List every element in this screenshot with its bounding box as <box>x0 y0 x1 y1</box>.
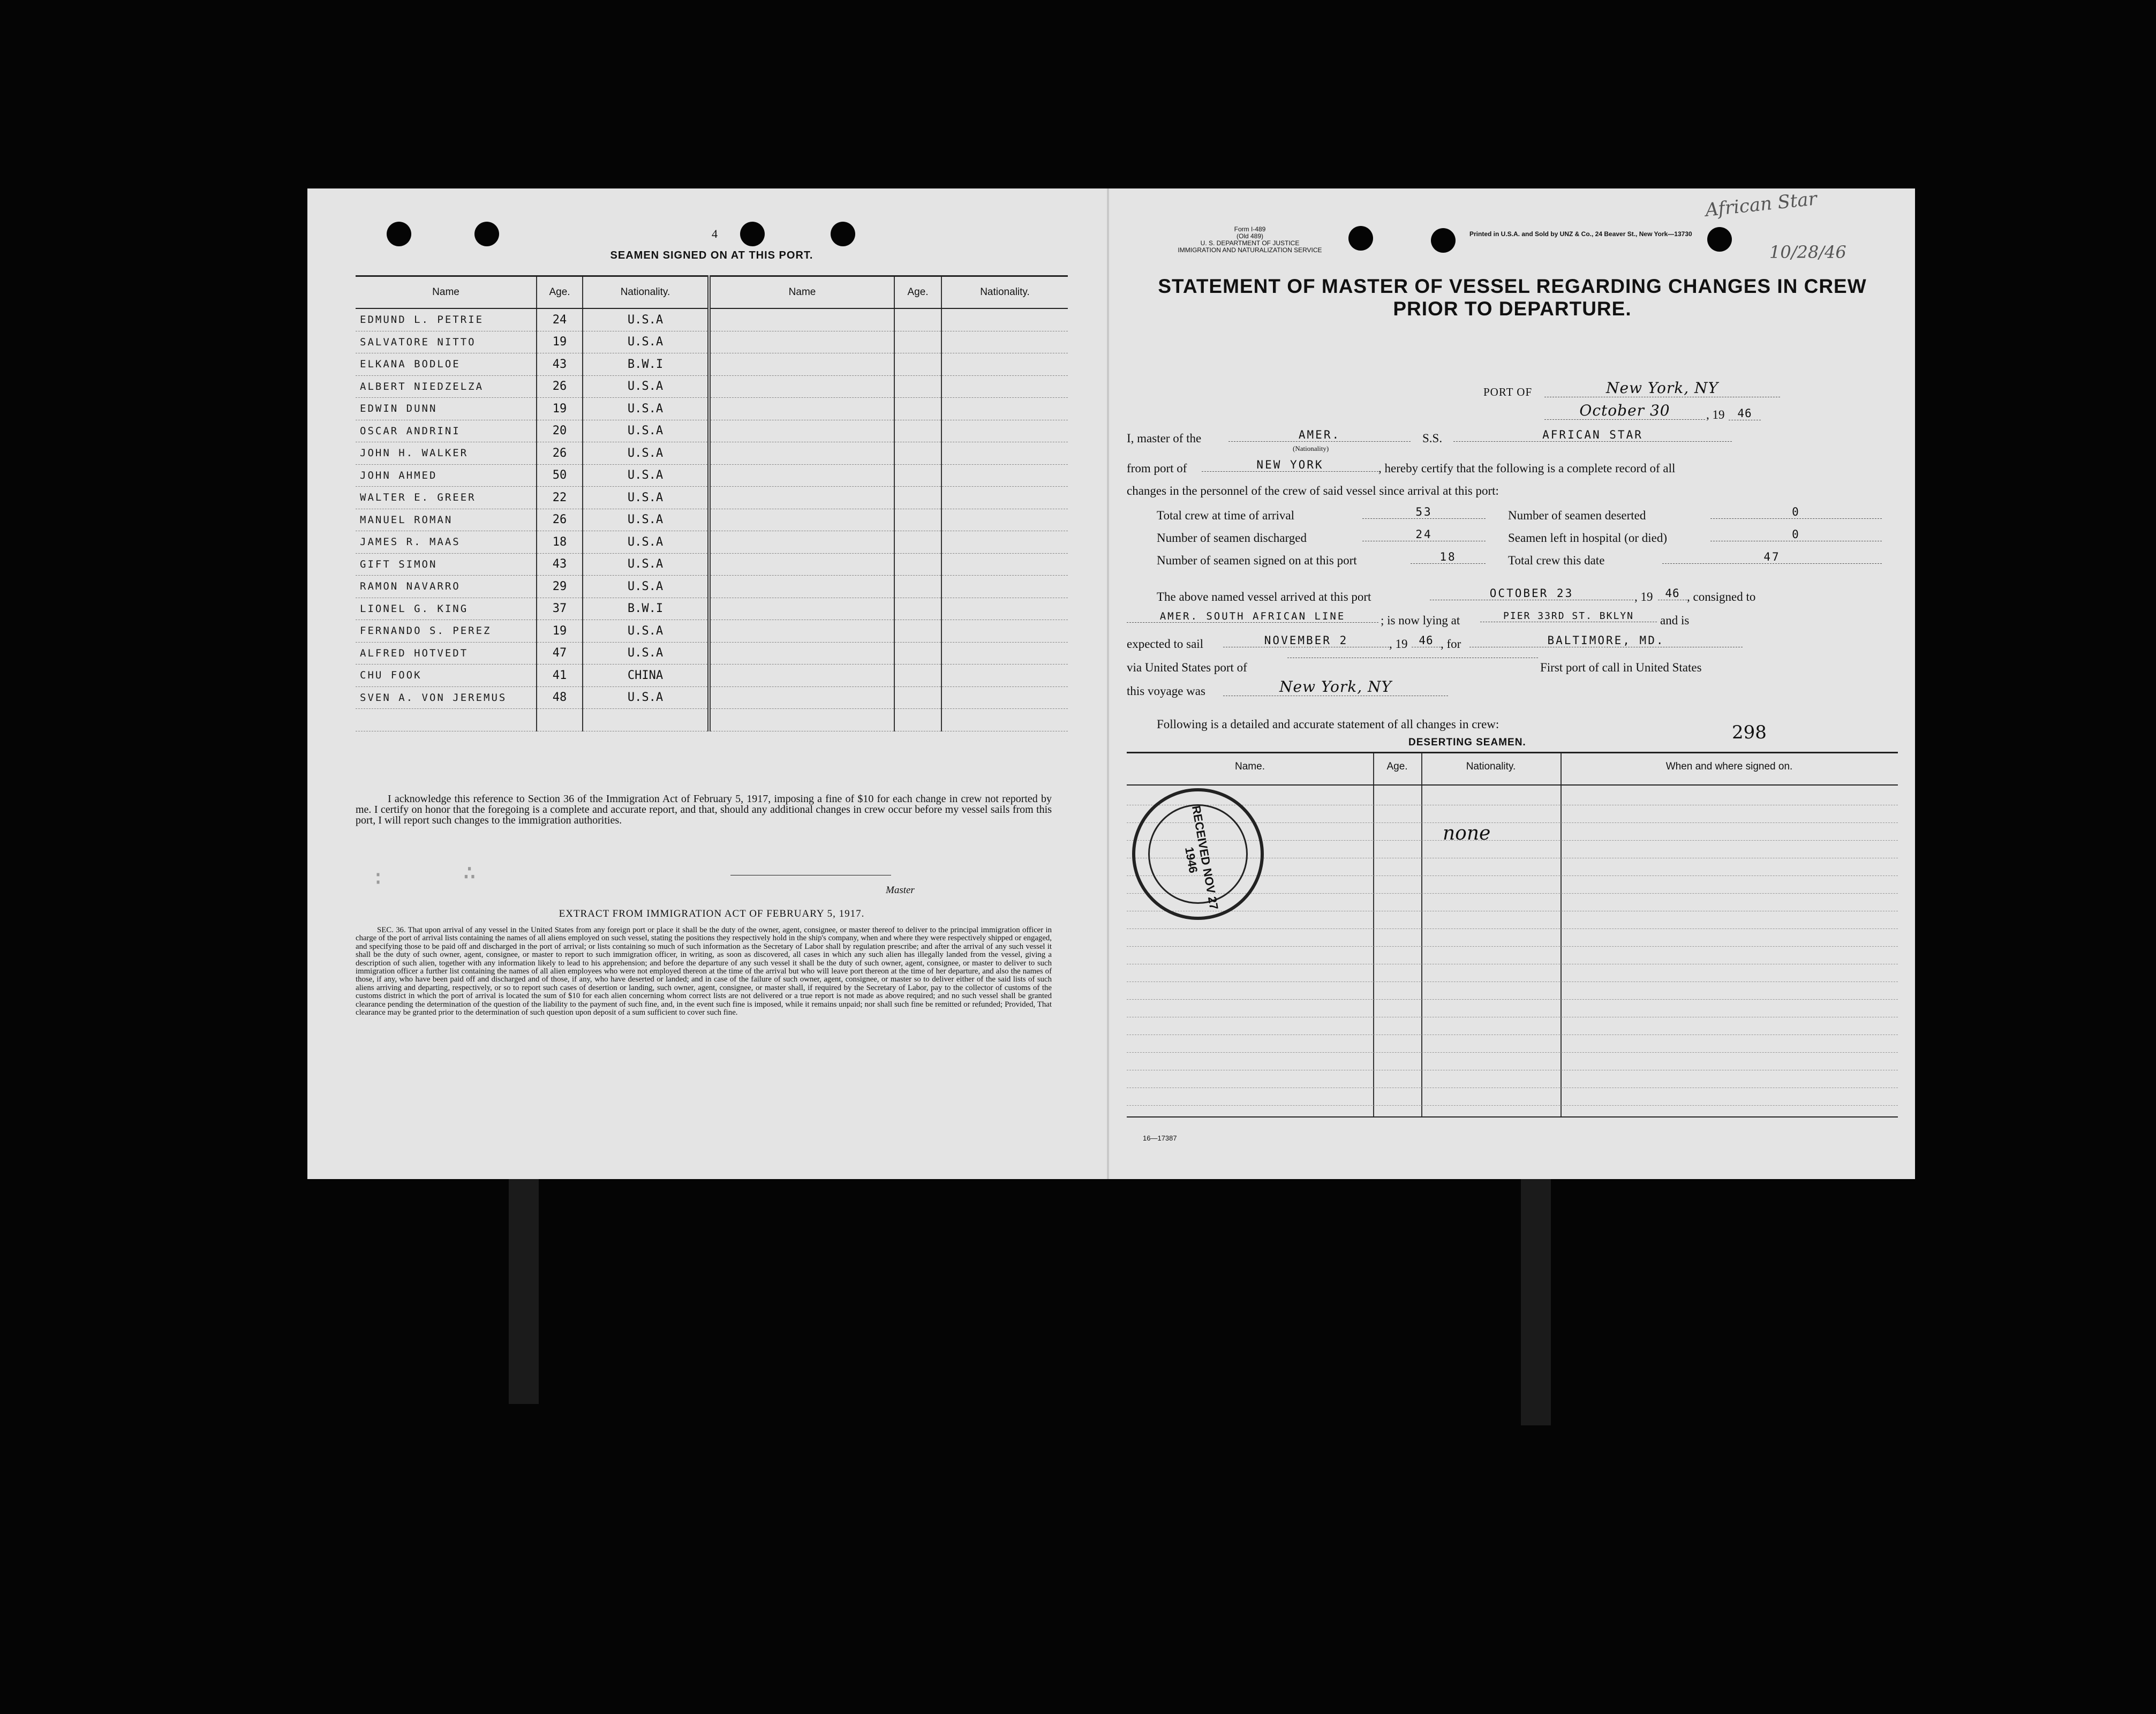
seaman-nationality: CHINA <box>583 665 709 687</box>
column-divider <box>1373 753 1374 1118</box>
empty-name-cell <box>709 620 894 643</box>
empty-name-cell <box>709 308 894 331</box>
empty-nationality-cell <box>941 442 1068 465</box>
seaman-name: ALBERT NIEDZELZA <box>356 375 537 398</box>
empty-nationality-cell <box>941 665 1068 687</box>
seaman-age: 24 <box>537 308 583 331</box>
lying-label: ; is now lying at <box>1381 614 1460 627</box>
total-crew-date-value: 47 <box>1662 550 1882 564</box>
seaman-name: JOHN AHMED <box>356 464 537 487</box>
table-header-row <box>356 276 1068 309</box>
empty-age-cell <box>894 620 941 643</box>
empty-age-cell <box>894 709 941 731</box>
seaman-nationality: U.S.A <box>583 398 709 420</box>
empty-age-cell <box>894 553 941 576</box>
table-row <box>356 686 1068 709</box>
first-port-label: First port of call in United States <box>1540 661 1702 674</box>
column-header-age: Age. <box>1386 761 1408 772</box>
seaman-name: ALFRED HOTVEDT <box>356 642 537 665</box>
seaman-name: WALTER E. GREER <box>356 487 537 509</box>
voyage-label: this voyage was <box>1127 684 1205 698</box>
seaman-age: 29 <box>537 576 583 598</box>
column-header-when-where: When and where signed on. <box>1665 761 1793 772</box>
empty-nationality-cell <box>941 620 1068 643</box>
seaman-nationality: U.S.A <box>583 420 709 442</box>
seaman-name: ELKANA BODLOE <box>356 353 537 376</box>
left-page <box>356 188 1068 1179</box>
seaman-nationality: U.S.A <box>583 553 709 576</box>
seamen-signed-on-table <box>356 275 1068 731</box>
seaman-nationality: U.S.A <box>583 308 709 331</box>
handwritten-date-note: 10/28/46 <box>1769 242 1846 262</box>
hospital-value: 0 <box>1710 528 1882 541</box>
nationality-sublabel: (Nationality) <box>1293 444 1329 452</box>
column-header-nationality: Nationality. <box>941 276 1068 309</box>
nationality-value: AMER. <box>1228 428 1411 442</box>
table-row <box>356 509 1068 531</box>
seaman-age: 19 <box>537 331 583 353</box>
pencil-mark: ∶ <box>372 866 385 890</box>
extract-title: EXTRACT FROM IMMIGRATION ACT OF FEBRUARY 5, 1917. <box>559 908 865 919</box>
empty-nationality-cell <box>941 686 1068 709</box>
seaman-name: SALVATORE NITTO <box>356 331 537 353</box>
seaman-age: 37 <box>537 598 583 620</box>
seaman-nationality: U.S.A <box>583 531 709 554</box>
deserted-value: 0 <box>1710 505 1882 519</box>
consigned-label: , consigned to <box>1687 590 1756 603</box>
seaman-nationality: U.S.A <box>583 686 709 709</box>
seaman-age: 48 <box>537 686 583 709</box>
empty-age-cell <box>894 665 941 687</box>
seaman-age: 19 <box>537 620 583 643</box>
deserted-label: Number of seamen deserted <box>1508 509 1646 522</box>
column-divider <box>1561 753 1562 1118</box>
received-stamp <box>1132 788 1264 920</box>
empty-age-cell <box>894 487 941 509</box>
empty-name-cell <box>709 531 894 554</box>
seaman-nationality: U.S.A <box>583 642 709 665</box>
table-row <box>356 709 1068 731</box>
background-strip <box>1521 1179 1551 1425</box>
empty-nationality-cell <box>941 308 1068 331</box>
column-divider <box>1421 753 1422 1118</box>
seaman-age: 47 <box>537 642 583 665</box>
empty-nationality-cell <box>941 598 1068 620</box>
empty-age-cell <box>894 331 941 353</box>
table-row <box>356 487 1068 509</box>
empty-age-cell <box>894 642 941 665</box>
year-value: 46 <box>1729 407 1761 420</box>
empty-nationality-cell <box>941 642 1068 665</box>
date-value: October 30 <box>1544 402 1705 420</box>
ss-label: S.S. <box>1422 432 1443 445</box>
seaman-age: 26 <box>537 509 583 531</box>
table-row <box>356 398 1068 420</box>
arrived-year: 46 <box>1658 587 1687 600</box>
table-row <box>356 420 1068 442</box>
form-number: Form I-489 <box>1234 225 1266 233</box>
from-port-label: from port of <box>1127 462 1187 475</box>
port-value: New York, NY <box>1544 379 1780 397</box>
hospital-label: Seamen left in hospital (or died) <box>1508 531 1668 545</box>
seaman-age: 22 <box>537 487 583 509</box>
seaman-name: LIONEL G. KING <box>356 598 537 620</box>
right-page <box>1127 188 1898 1179</box>
empty-name-cell <box>709 576 894 598</box>
page-fold <box>1107 188 1109 1179</box>
department-name: U. S. DEPARTMENT OF JUSTICE <box>1200 239 1300 247</box>
seaman-nationality: B.W.I <box>583 598 709 620</box>
ruled-line <box>1127 999 1898 1000</box>
empty-age-cell <box>894 375 941 398</box>
empty-age-cell <box>894 353 941 376</box>
seaman-nationality <box>583 709 709 731</box>
service-name: IMMIGRATION AND NATURALIZATION SERVICE <box>1178 246 1322 254</box>
empty-age-cell <box>894 464 941 487</box>
seaman-name: OSCAR ANDRINI <box>356 420 537 442</box>
empty-name-cell <box>709 665 894 687</box>
seaman-nationality: U.S.A <box>583 487 709 509</box>
empty-name-cell <box>709 642 894 665</box>
seaman-age: 19 <box>537 398 583 420</box>
empty-nationality-cell <box>941 464 1068 487</box>
page-number: 4 <box>712 227 718 240</box>
seaman-age: 43 <box>537 353 583 376</box>
seaman-age <box>537 709 583 731</box>
ruled-line <box>1127 1105 1898 1106</box>
seaman-age: 18 <box>537 531 583 554</box>
lying-at-value: PIER 33RD ST. BKLYN <box>1480 610 1657 622</box>
empty-name-cell <box>709 375 894 398</box>
empty-nationality-cell <box>941 509 1068 531</box>
expected-label: expected to sail <box>1127 637 1204 651</box>
ruled-line <box>1127 928 1898 929</box>
seaman-name: JAMES R. MAAS <box>356 531 537 554</box>
seaman-nationality: U.S.A <box>583 331 709 353</box>
background-strip <box>509 1179 539 1404</box>
printer-credit: Printed in U.S.A. and Sold by UNZ & Co., 24 Beaver St., New York—13730 <box>1469 230 1692 238</box>
acknowledgment-text: I acknowledge this reference to Section 36 of the Immigration Act of February 5, 1917, imposing a fine of $10 for each change in crew not reported by me. I certify on honor that the foregoing is a complete and accurate report, and that, should any additional changes in crew occur before my vessel sails from this port, I will report such changes to the immigration authorities. <box>356 793 1052 826</box>
sail-date: NOVEMBER 2 <box>1223 634 1389 647</box>
empty-name-cell <box>709 709 894 731</box>
arrived-label: The above named vessel arrived at this port <box>1157 590 1371 603</box>
empty-nationality-cell <box>941 553 1068 576</box>
seaman-nationality: U.S.A <box>583 464 709 487</box>
seaman-name: JOHN H. WALKER <box>356 442 537 465</box>
deserting-seamen-title: DESERTING SEAMEN. <box>1408 737 1526 748</box>
seaman-name <box>356 709 537 731</box>
document-sheet <box>307 188 1915 1179</box>
seaman-nationality: U.S.A <box>583 442 709 465</box>
print-code: 16—17387 <box>1143 1134 1177 1142</box>
table-row <box>356 598 1068 620</box>
empty-nationality-cell <box>941 531 1068 554</box>
empty-name-cell <box>709 398 894 420</box>
empty-name-cell <box>709 686 894 709</box>
seaman-age: 26 <box>537 375 583 398</box>
empty-nationality-cell <box>941 331 1068 353</box>
empty-nationality-cell <box>941 375 1068 398</box>
handwritten-form-number: 298 <box>1732 722 1767 743</box>
empty-age-cell <box>894 576 941 598</box>
old-form-number: (Old 489) <box>1236 232 1264 240</box>
seaman-name: RAMON NAVARRO <box>356 576 537 598</box>
ruled-line <box>1127 981 1898 982</box>
section-title: SEAMEN SIGNED ON AT THIS PORT. <box>610 250 813 261</box>
seaman-nationality: U.S.A <box>583 576 709 598</box>
table-row <box>356 331 1068 353</box>
table-row <box>356 464 1068 487</box>
empty-age-cell <box>894 531 941 554</box>
sail-year-prefix: , 19 <box>1389 637 1408 651</box>
column-header-name: Name <box>356 276 537 309</box>
discharged-label: Number of seamen discharged <box>1157 531 1307 545</box>
empty-nationality-cell <box>941 353 1068 376</box>
seaman-name: MANUEL ROMAN <box>356 509 537 531</box>
column-header-nationality: Nationality. <box>1466 761 1516 772</box>
column-header-nationality: Nationality. <box>583 276 709 309</box>
seaman-age: 20 <box>537 420 583 442</box>
table-row <box>356 553 1068 576</box>
and-is-label: and is <box>1660 614 1690 627</box>
table-row <box>356 665 1068 687</box>
seaman-name: CHU FOOK <box>356 665 537 687</box>
table-row <box>356 642 1068 665</box>
table-row <box>356 531 1068 554</box>
total-crew-arrival-value: 53 <box>1362 505 1486 519</box>
column-header-age: Age. <box>894 276 941 309</box>
sail-year: 46 <box>1412 634 1441 647</box>
empty-nationality-cell <box>941 487 1068 509</box>
discharged-value: 24 <box>1362 528 1486 541</box>
empty-name-cell <box>709 464 894 487</box>
column-header-name: Name. <box>1235 761 1265 772</box>
empty-name-cell <box>709 353 894 376</box>
master-of-label: I, master of the <box>1127 432 1202 445</box>
via-label: via United States port of <box>1127 661 1247 674</box>
seaman-age: 26 <box>537 442 583 465</box>
deserting-none-entry: none <box>1443 822 1491 844</box>
empty-age-cell <box>894 598 941 620</box>
empty-name-cell <box>709 553 894 576</box>
empty-name-cell <box>709 598 894 620</box>
empty-age-cell <box>894 420 941 442</box>
empty-age-cell <box>894 686 941 709</box>
following-text: Following is a detailed and accurate statement of all changes in crew: <box>1157 718 1499 731</box>
seaman-age: 50 <box>537 464 583 487</box>
seaman-nationality: B.W.I <box>583 353 709 376</box>
signature-label: Master <box>886 885 915 896</box>
port-label: PORT OF <box>1483 386 1533 398</box>
empty-nationality-cell <box>941 398 1068 420</box>
document-title: STATEMENT OF MASTER OF VESSEL REGARDING CHANGES IN CREW PRIOR TO DEPARTURE. <box>1158 275 1867 320</box>
voyage-value: New York, NY <box>1223 678 1448 696</box>
empty-nationality-cell <box>941 420 1068 442</box>
table-row <box>356 308 1068 331</box>
vessel-name: AFRICAN STAR <box>1453 428 1732 442</box>
seaman-nationality: U.S.A <box>583 620 709 643</box>
empty-age-cell <box>894 442 941 465</box>
column-header-age: Age. <box>537 276 583 309</box>
signed-on-label: Number of seamen signed on at this port <box>1157 554 1357 567</box>
total-crew-arrival-label: Total crew at time of arrival <box>1157 509 1295 522</box>
arrived-year-prefix: , 19 <box>1634 590 1653 603</box>
certify-text: , hereby certify that the following is a complete record of all <box>1378 462 1676 475</box>
empty-name-cell <box>709 442 894 465</box>
signed-on-value: 18 <box>1411 550 1486 564</box>
extract-text: SEC. 36. That upon arrival of any vessel in the United States from any foreign port or place it shall be the duty of the owner, agent, consignee, or master thereof to deliver to the principal immigration officer in charge of the port of arrival lists containing the names of all aliens employed on such vessel, stating the positions they respectively hold in the ship's company, when and where they were respectively shipped or engaged, and specifying those to be paid off and discharged in the port of arrival; or lists containing so much of such information as the Secretary of Labor shall by regulation prescribe; and after the arrival of any such vessel it shall be the duty of such owner, agent, consignee, or master to report to such immigration officer, in writing, as soon as discovered, all cases in which any such alien has illegally landed from the vessel, giving a description of such alien, together with any information likely to lead to his apprehension; and before the departure of any such vessel it shall be the duty of such owner, agent, consignee, or master to deliver to such immigration officer a further list containing the names of all alien employees who were not employed thereon at the time of the arrival but who will leave port thereon at the time of her departure, and also the names of those, if any, who have been paid off and discharged and of those, if any, who have deserted or landed; and in case of the failure of such owner, agent, consignee, or master so to deliver either of the said lists of such aliens arriving and departing, respectively, or so to report such cases of desertion or landing, such owner, agent, consignee, or master shall, if required by the Secretary of Labor, pay to the collector of customs of the customs district in which the port of arrival is located the sum of $10 for each alien concerning whom correct lists are not delivered or a true report is not made as above required; and no such vessel shall be granted clearance pending the determination of the question of the liability to the payment of such fine, and, in the event such fine is imposed, while it remains unpaid; nor shall such fine be remitted or refunded; Provided, That clearance may be granted prior to the determination of such question upon deposit of a sum sufficient to cover such fine. <box>356 926 1052 1017</box>
arrived-date: OCTOBER 23 <box>1430 587 1633 600</box>
empty-age-cell <box>894 398 941 420</box>
table-row <box>356 620 1068 643</box>
bottom-rule <box>1127 1116 1898 1118</box>
seaman-nationality: U.S.A <box>583 375 709 398</box>
column-header-name: Name <box>709 276 894 309</box>
table-row <box>356 576 1068 598</box>
header-rule <box>1127 784 1898 786</box>
pencil-mark: ∴ <box>463 859 477 885</box>
table-row <box>356 353 1068 376</box>
handwritten-vessel-note: African Star <box>1704 188 1818 221</box>
empty-age-cell <box>894 308 941 331</box>
empty-name-cell <box>709 509 894 531</box>
empty-age-cell <box>894 509 941 531</box>
stamp-text: RECEIVED NOV 27 1946 <box>1182 804 1221 911</box>
seaman-age: 41 <box>537 665 583 687</box>
form-identifier <box>1175 226 1325 254</box>
destination-value: BALTIMORE, MD. <box>1469 634 1743 647</box>
for-label: , for <box>1441 637 1461 651</box>
empty-name-cell <box>709 331 894 353</box>
certify-text-2: changes in the personnel of the crew of said vessel since arrival at this port: <box>1127 484 1499 497</box>
from-port-value: NEW YORK <box>1202 458 1378 472</box>
table-row <box>356 442 1068 465</box>
empty-nationality-cell <box>941 576 1068 598</box>
seaman-age: 43 <box>537 553 583 576</box>
ruled-line <box>1127 946 1898 947</box>
seaman-name: SVEN A. VON JEREMUS <box>356 686 537 709</box>
consignee-value: AMER. SOUTH AFRICAN LINE <box>1127 610 1378 623</box>
total-crew-date-label: Total crew this date <box>1508 554 1605 567</box>
seaman-name: EDWIN DUNN <box>356 398 537 420</box>
table-row <box>356 375 1068 398</box>
empty-name-cell <box>709 420 894 442</box>
empty-name-cell <box>709 487 894 509</box>
seaman-name: GIFT SIMON <box>356 553 537 576</box>
seaman-name: EDMUND L. PETRIE <box>356 308 537 331</box>
seaman-name: FERNANDO S. PEREZ <box>356 620 537 643</box>
empty-nationality-cell <box>941 709 1068 731</box>
ruled-line <box>1127 1052 1898 1053</box>
seaman-nationality: U.S.A <box>583 509 709 531</box>
year-prefix: , 19 <box>1706 408 1725 421</box>
